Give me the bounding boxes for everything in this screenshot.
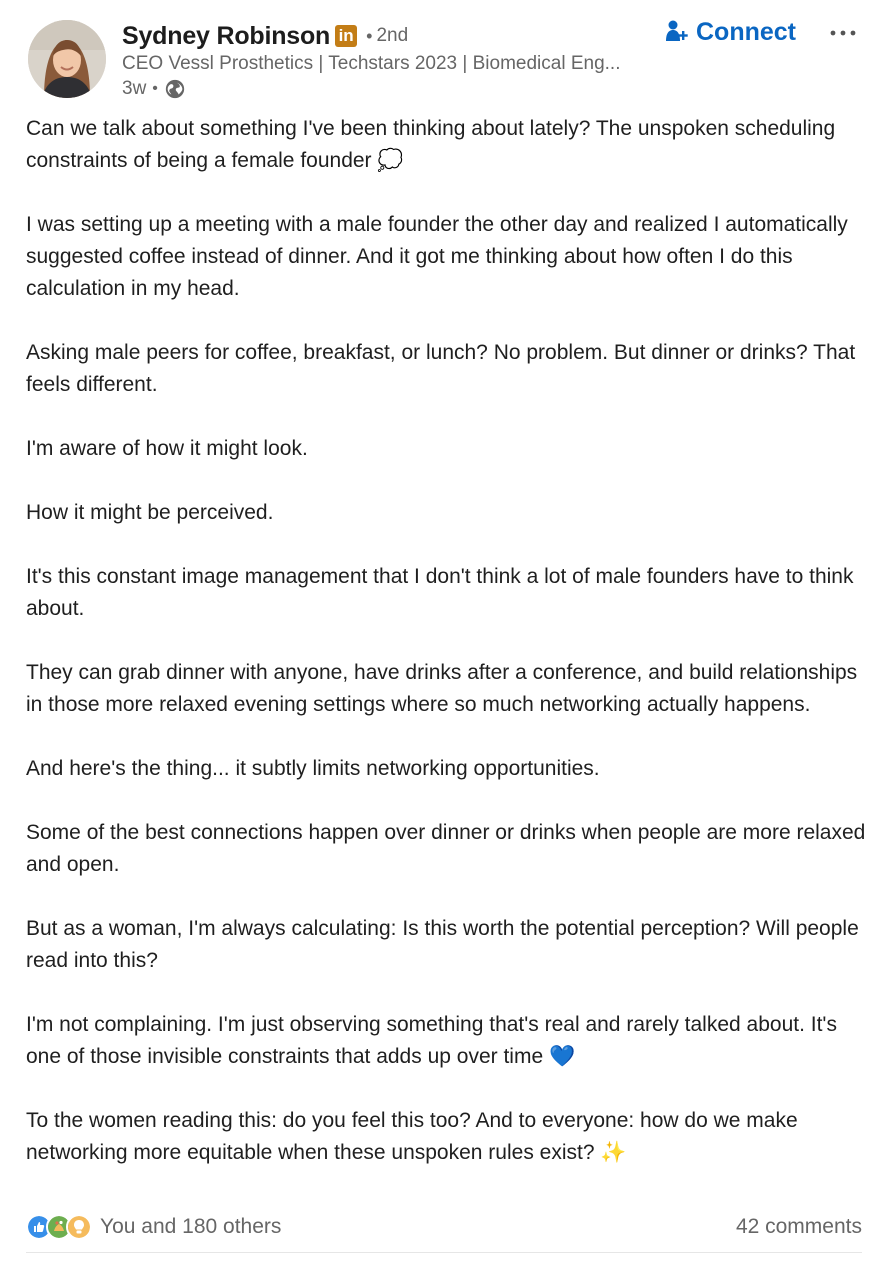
connect-button[interactable] [664, 14, 796, 50]
profile-photo-icon [28, 20, 106, 98]
social-counts [26, 1210, 862, 1244]
connection-degree: 2nd [376, 25, 409, 46]
reactions-summary[interactable] [26, 1214, 281, 1240]
connect-label: Connect [696, 17, 796, 46]
post-paragraph: How it might be perceived. [26, 501, 274, 524]
post-text [26, 113, 866, 1169]
comments-count[interactable]: 42 comments [735, 1215, 862, 1238]
separator-dot: • [366, 25, 373, 46]
globe-icon [164, 78, 186, 100]
insightful-icon [66, 1214, 92, 1240]
add-person-icon [664, 19, 690, 45]
author-name[interactable]: Sydney Robinson [122, 21, 331, 50]
post-paragraph: I was setting up a meeting with a male founder the other day and realized I automatically suggested coffee instead of dinner. And it got me thinking about how often I do this calculation in my head. [26, 213, 848, 300]
reactions-count: You and 180 others [100, 1215, 282, 1238]
author-name-row [122, 20, 408, 52]
post-paragraph: And here's the thing... it subtly limits networking opportunities. [26, 757, 600, 780]
post-paragraph: Asking male peers for coffee, breakfast, or lunch? No problem. But dinner or drinks? That feels different. [26, 341, 856, 396]
post-paragraph: To the women reading this: do you feel this too? And to everyone: how do we make networking more equitable when these unspoken rules exist? ✨ [26, 1109, 798, 1164]
author-avatar[interactable] [28, 20, 106, 98]
post-paragraph: Can we talk about something I've been thinking about lately? The unspoken scheduling constraints of being a female founder 💭 [26, 117, 836, 172]
separator-dot: • [152, 80, 158, 97]
divider [26, 1252, 862, 1253]
post-paragraph: Some of the best connections happen over dinner or drinks when people are more relaxed and open. [26, 821, 866, 876]
post-header [0, 0, 888, 110]
more-options-button[interactable] [826, 18, 860, 48]
post-meta [122, 77, 186, 101]
more-horizontal-icon [830, 29, 856, 37]
author-headline: CEO Vessl Prosthetics | Techstars 2023 | Biomedical Eng... [122, 53, 621, 74]
post-time: 3w [122, 78, 147, 99]
post-paragraph: I'm not complaining. I'm just observing something that's real and rarely talked about. It's one of those invisible constraints that adds up over time 💙 [26, 1013, 837, 1068]
linkedin-premium-badge-icon: in [335, 25, 357, 47]
post-paragraph: They can grab dinner with anyone, have drinks after a conference, and build relationships in those more relaxed evening settings where so much networking actually happens. [26, 661, 858, 716]
post-paragraph: It's this constant image management that I don't think a lot of male founders have to think about. [26, 565, 854, 620]
post-paragraph: But as a woman, I'm always calculating: Is this worth the potential perception? Will people read into this? [26, 917, 859, 972]
post-paragraph: I'm aware of how it might look. [26, 437, 308, 460]
reaction-icons [26, 1214, 92, 1240]
